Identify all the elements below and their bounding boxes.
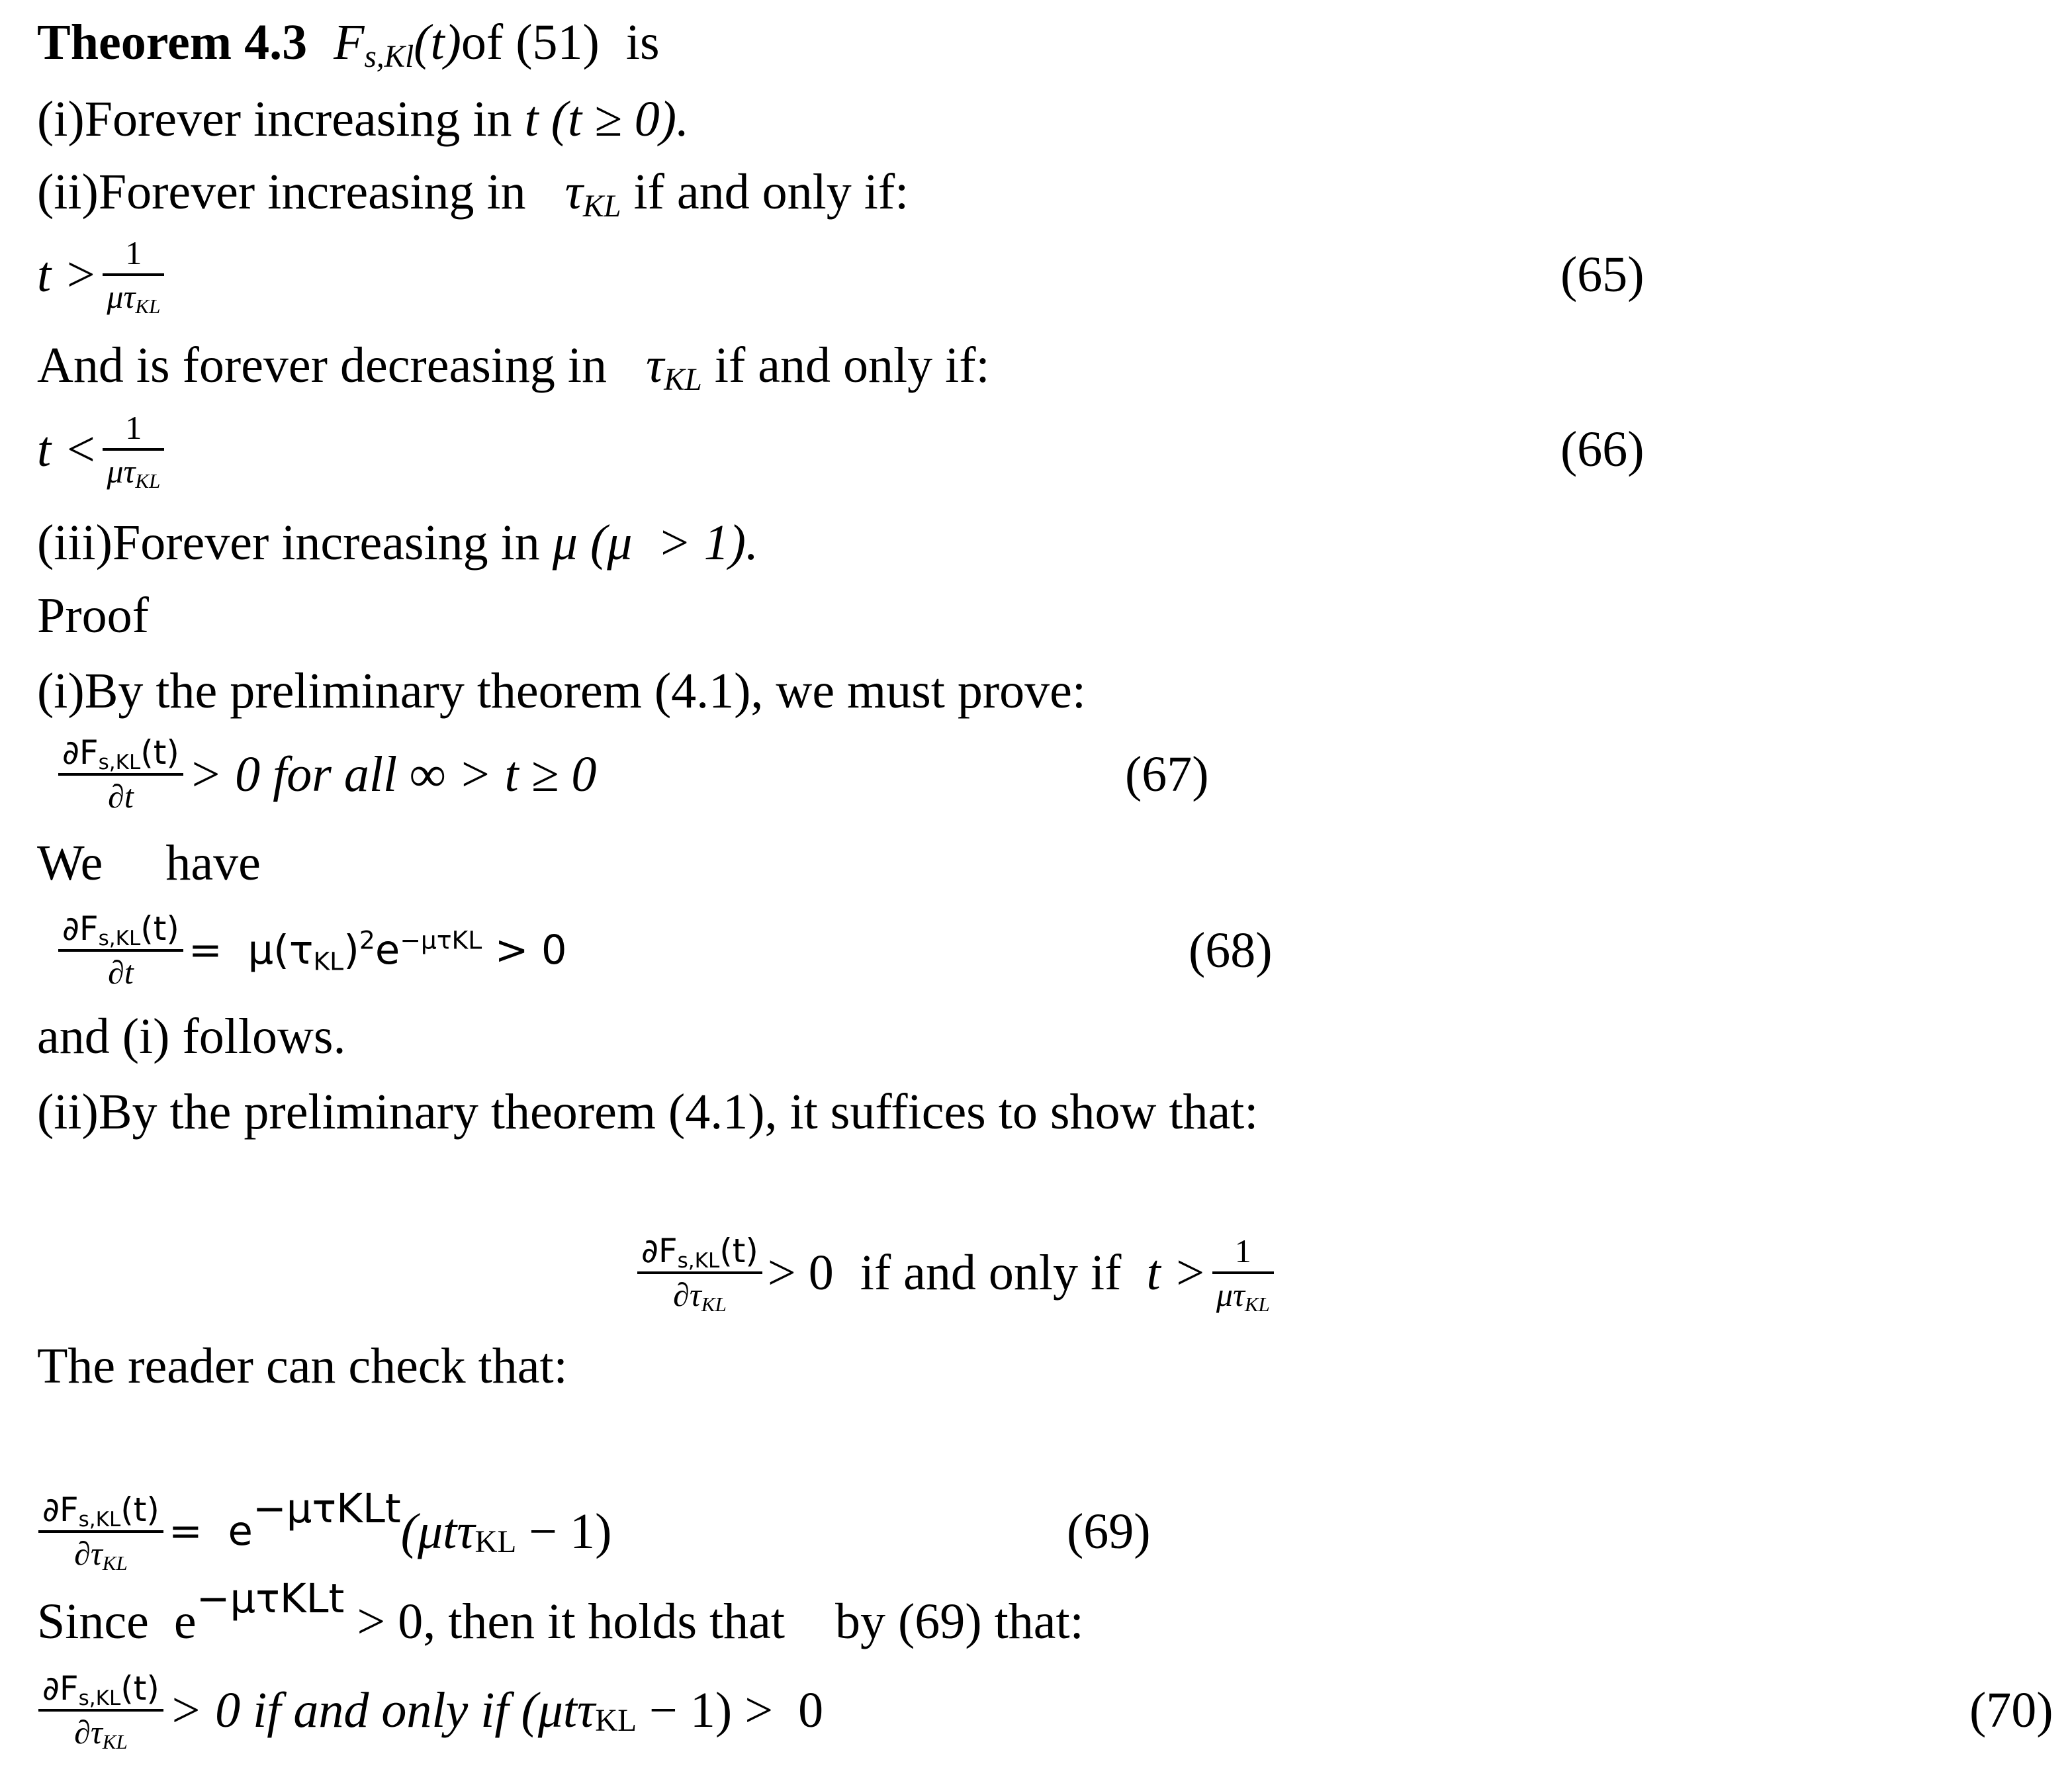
- den-sub: KL: [102, 1551, 128, 1575]
- since-rest: > 0, then it holds that by (69) that:: [344, 1593, 1084, 1649]
- item-iii: [37, 506, 758, 579]
- fraction-bar: [38, 1530, 163, 1533]
- den-sub: KL: [102, 1729, 128, 1753]
- equation-70: [33, 1669, 824, 1753]
- den-text: μτ: [1216, 1276, 1245, 1313]
- numerator: [58, 733, 183, 774]
- den-text: ∂τ: [673, 1276, 701, 1313]
- t-gt: t >: [1146, 1244, 1207, 1301]
- partial-fraction: [58, 733, 183, 815]
- proof-label: Proof: [37, 587, 149, 643]
- denominator: [103, 278, 164, 318]
- den-sub: KL: [1244, 1292, 1270, 1316]
- numerator: [38, 1491, 163, 1532]
- fraction: [1212, 1232, 1274, 1316]
- tau-kl: [646, 337, 702, 397]
- theorem-heading: [37, 6, 660, 79]
- fraction: [103, 409, 164, 492]
- eq-number-70: (70): [1969, 1682, 2053, 1738]
- theorem-label: Theorem 4.3: [37, 14, 308, 70]
- denominator: [1212, 1276, 1274, 1316]
- denominator: ∂t: [108, 778, 134, 815]
- den-sub: KL: [135, 469, 161, 492]
- follows-text: and (i) follows.: [37, 1008, 346, 1064]
- eq68-sub: KL: [313, 946, 344, 976]
- eq68-rhs: [189, 927, 567, 974]
- eq-number-65: (65): [1560, 246, 1644, 302]
- num-text: ∂F: [62, 909, 99, 948]
- num-arg: (t): [719, 1232, 758, 1270]
- eq68-eq: = μ(τ: [188, 927, 314, 974]
- tau: τ: [646, 337, 664, 393]
- eq68-gt: > 0: [482, 927, 567, 974]
- since-line: [37, 1576, 1084, 1658]
- num-arg: (t): [120, 1669, 159, 1708]
- denominator: [70, 1714, 132, 1753]
- item-i: [37, 83, 689, 156]
- num-text: ∂F: [62, 733, 99, 772]
- fraction-bar: [103, 448, 164, 451]
- partial-fraction: [38, 1491, 163, 1575]
- eq68-close: ): [343, 927, 359, 974]
- fraction-bar: [58, 773, 183, 776]
- since-text: Since e: [37, 1593, 197, 1649]
- item-ii: [37, 156, 909, 228]
- numerator: [637, 1232, 762, 1273]
- numerator: 1: [1234, 1232, 1251, 1269]
- denominator: [669, 1276, 731, 1316]
- fraction-bar: [38, 1709, 163, 1712]
- gt-zero: > 0: [767, 1244, 834, 1301]
- equation-69: [33, 1486, 612, 1575]
- decreasing-line: [37, 329, 990, 402]
- partial-fraction: [58, 909, 183, 991]
- item-i-cond: (t ≥ 0).: [551, 91, 690, 147]
- den-text: ∂τ: [74, 1714, 103, 1751]
- num-text: ∂F: [42, 1669, 79, 1708]
- proof-ii-text: (ii)By the preliminary theorem (4.1), it suffices to show that:: [37, 1083, 1259, 1140]
- iff-text: if and only if: [860, 1244, 1122, 1301]
- fraction-bar: [637, 1271, 762, 1274]
- num-arg: (t): [140, 733, 179, 772]
- den-text: μτ: [107, 278, 136, 315]
- numerator: 1: [125, 234, 142, 271]
- dec-text: And is forever decreasing in: [37, 337, 620, 393]
- centered-condition: [632, 1232, 1279, 1316]
- equation-67: [53, 733, 597, 815]
- tau-sub: KL: [582, 189, 621, 224]
- eq68-exponent: −μτKL: [400, 925, 482, 955]
- eq68-square: 2: [359, 925, 375, 955]
- item-iii-text: (iii)Forever increasing in: [37, 514, 553, 571]
- equation-68: [53, 909, 567, 991]
- theorem-function: [334, 14, 461, 74]
- fraction-bar: [103, 273, 164, 276]
- equation-66: [37, 409, 169, 492]
- iff-text: if and only if:: [621, 163, 909, 220]
- tau-kl: [564, 163, 621, 224]
- eq69-rhs: (μtτ: [400, 1503, 475, 1559]
- fraction-bar: [58, 949, 183, 952]
- denominator: [103, 453, 164, 492]
- iff-text: if and only if:: [701, 337, 990, 393]
- num-sub: s,KL: [78, 1507, 121, 1532]
- f-symbol: F: [334, 14, 365, 70]
- eq-number-67: (67): [1125, 746, 1209, 802]
- since-exponent: −μτKLt: [196, 1576, 345, 1623]
- numerator: 1: [125, 409, 142, 446]
- tau-sub: KL: [664, 362, 702, 397]
- tau: τ: [564, 163, 583, 220]
- numerator: [58, 909, 183, 950]
- partial-fraction: [38, 1669, 163, 1753]
- num-text: ∂F: [42, 1491, 79, 1529]
- eq68-e: e: [375, 927, 400, 974]
- den-sub: KL: [701, 1292, 727, 1316]
- numerator: [38, 1669, 163, 1710]
- f-subscript: s,Kl: [364, 39, 414, 74]
- eq70-rhs: > 0 if and only if (μtτ: [168, 1682, 596, 1738]
- eq70-sub: KL: [595, 1704, 637, 1739]
- item-i-text: (i)Forever increasing in: [37, 91, 525, 147]
- fraction-bar: [1212, 1271, 1274, 1274]
- eq69-eq: = e: [168, 1508, 253, 1555]
- num-sub: s,KL: [98, 926, 141, 950]
- eq65-lhs: t >: [37, 246, 98, 302]
- var-mu: μ: [552, 514, 578, 571]
- eq66-lhs: t <: [37, 421, 98, 477]
- den-text: ∂τ: [74, 1535, 103, 1572]
- equation-65: [37, 234, 169, 318]
- eq-number-66: (66): [1560, 421, 1644, 477]
- den-sub: KL: [135, 294, 161, 318]
- theorem-ref: of (51): [461, 14, 600, 70]
- f-arg: (t): [414, 14, 461, 70]
- eq-number-68: (68): [1189, 922, 1273, 978]
- num-sub: s,KL: [98, 750, 141, 774]
- num-sub: s,KL: [677, 1248, 720, 1273]
- eq69-sub: KL: [474, 1525, 517, 1560]
- den-text: μτ: [107, 453, 136, 490]
- eq-number-69: (69): [1067, 1503, 1151, 1559]
- num-text: ∂F: [641, 1232, 678, 1270]
- num-sub: s,KL: [78, 1686, 121, 1710]
- we-have: We have: [37, 835, 261, 891]
- num-arg: (t): [120, 1491, 159, 1529]
- item-iii-cond: (μ > 1).: [590, 514, 758, 571]
- eq67-rhs: > 0 for all ∞ > t ≥ 0: [188, 746, 597, 802]
- num-arg: (t): [140, 909, 179, 948]
- theorem-is: is: [625, 14, 660, 70]
- eq69-exponent: −μτKLt: [252, 1486, 401, 1533]
- eq70-end: − 1) > 0: [637, 1682, 824, 1738]
- var-t: t: [524, 91, 539, 147]
- partial-fraction: [637, 1232, 762, 1316]
- proof-i-text: (i)By the preliminary theorem (4.1), we must prove:: [37, 663, 1087, 719]
- eq69-end: − 1): [516, 1503, 612, 1559]
- denominator: [70, 1535, 132, 1575]
- item-ii-text: (ii)Forever increasing in: [37, 163, 539, 220]
- fraction: [103, 234, 164, 318]
- reader-text: The reader can check that:: [37, 1338, 568, 1394]
- denominator: ∂t: [108, 954, 134, 991]
